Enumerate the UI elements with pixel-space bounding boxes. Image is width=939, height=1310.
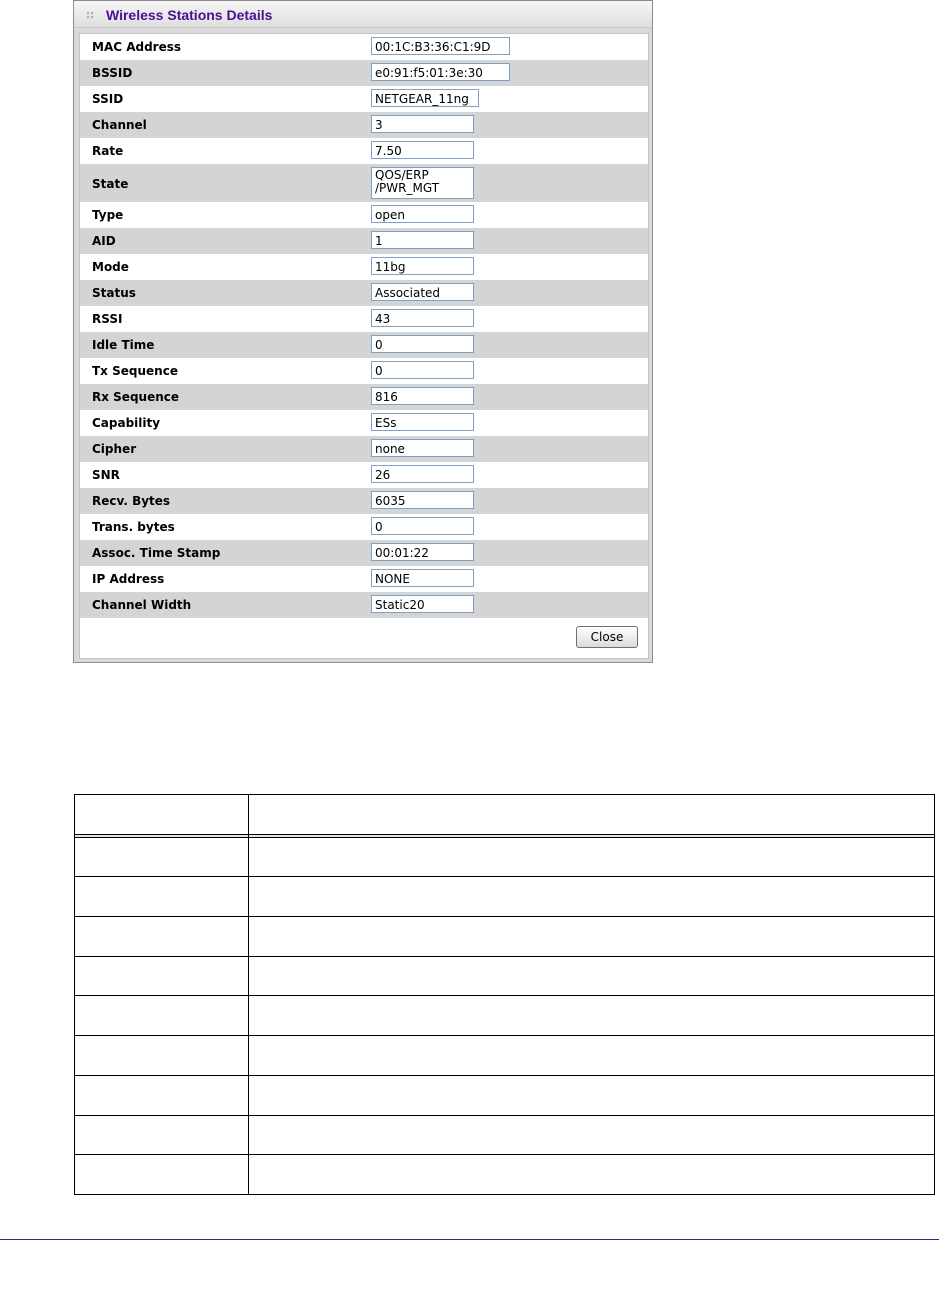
- rx-sequence-field[interactable]: 816: [371, 387, 474, 405]
- field-row-channel-width: [80, 592, 648, 618]
- table-row: [75, 956, 935, 996]
- recv-bytes-field[interactable]: 6035: [371, 491, 474, 509]
- channel-field[interactable]: 3: [371, 115, 474, 133]
- table-row: [75, 877, 935, 917]
- table-row: [75, 1115, 935, 1155]
- field-row-mac-address: [80, 34, 648, 60]
- field-label: Assoc. Time Stamp: [92, 546, 221, 560]
- field-label: AID: [92, 234, 116, 248]
- cipher-field[interactable]: none: [371, 439, 474, 457]
- mode-field[interactable]: 11bg: [371, 257, 474, 275]
- aid-field[interactable]: 1: [371, 231, 474, 249]
- table-header-cell: [249, 795, 935, 835]
- wireless-stations-details-dialog: [73, 0, 653, 663]
- field-row-ssid: [80, 86, 648, 112]
- field-label: Channel: [92, 118, 147, 132]
- field-label: RSSI: [92, 312, 123, 326]
- dialog-body: [79, 33, 649, 659]
- field-row-rx-sequence: [80, 384, 648, 410]
- close-button[interactable]: Close: [576, 626, 638, 648]
- footer-divider: [0, 1239, 939, 1240]
- table-row: [75, 1155, 935, 1195]
- ssid-field[interactable]: NETGEAR_11ng: [371, 89, 479, 107]
- table-row: [75, 1036, 935, 1076]
- idle-time-field[interactable]: 0: [371, 335, 474, 353]
- field-row-status: [80, 280, 648, 306]
- rate-field[interactable]: 7.50: [371, 141, 474, 159]
- bssid-field[interactable]: e0:91:f5:01:3e:30: [371, 63, 510, 81]
- field-label: Mode: [92, 260, 129, 274]
- field-label: Rate: [92, 144, 124, 158]
- field-label: Tx Sequence: [92, 364, 178, 378]
- field-label: Channel Width: [92, 598, 192, 612]
- table-row: [75, 837, 935, 877]
- field-row-tx-sequence: [80, 358, 648, 384]
- field-label: IP Address: [92, 572, 165, 586]
- description-table: [74, 794, 935, 1195]
- field-label: SSID: [92, 92, 124, 106]
- table-row: [75, 996, 935, 1036]
- capability-field[interactable]: ESs: [371, 413, 474, 431]
- field-label: BSSID: [92, 66, 133, 80]
- field-label: Capability: [92, 416, 161, 430]
- rssi-field[interactable]: 43: [371, 309, 474, 327]
- field-label: Trans. bytes: [92, 520, 175, 534]
- field-label: Recv. Bytes: [92, 494, 171, 508]
- field-label: SNR: [92, 468, 120, 482]
- field-row-mode: [80, 254, 648, 280]
- assoc-time-stamp-field[interactable]: 00:01:22: [371, 543, 474, 561]
- table-header-row: [75, 795, 935, 835]
- table-row: [75, 917, 935, 957]
- ip-address-field[interactable]: NONE: [371, 569, 474, 587]
- tx-sequence-field[interactable]: 0: [371, 361, 474, 379]
- field-row-bssid: [80, 60, 648, 86]
- field-label: State: [92, 177, 129, 191]
- field-label: Status: [92, 286, 136, 300]
- snr-field[interactable]: 26: [371, 465, 474, 483]
- field-row-state: [80, 164, 648, 202]
- field-row-idle-time: [80, 332, 648, 358]
- field-label: Cipher: [92, 442, 137, 456]
- grip-dots-icon[interactable]: [86, 11, 94, 19]
- field-label: Idle Time: [92, 338, 155, 352]
- type-field[interactable]: open: [371, 205, 474, 223]
- mac-address-field[interactable]: 00:1C:B3:36:C1:9D: [371, 37, 510, 55]
- field-label: Type: [92, 208, 124, 222]
- trans-bytes-field[interactable]: 0: [371, 517, 474, 535]
- field-row-recv-bytes: [80, 488, 648, 514]
- table-header-cell: [75, 795, 249, 835]
- dialog-title: Wireless Stations Details: [106, 7, 273, 23]
- state-field[interactable]: QOS/ERP /PWR_MGT: [371, 167, 474, 199]
- status-field[interactable]: Associated: [371, 283, 474, 301]
- field-row-trans-bytes: [80, 514, 648, 540]
- field-row-channel: [80, 112, 648, 138]
- field-row-ip-address: [80, 566, 648, 592]
- field-row-capability: [80, 410, 648, 436]
- field-label: Rx Sequence: [92, 390, 180, 404]
- field-row-rssi: [80, 306, 648, 332]
- channel-width-field[interactable]: Static20: [371, 595, 474, 613]
- field-row-aid: [80, 228, 648, 254]
- field-row-assoc-time-stamp: [80, 540, 648, 566]
- dialog-header: [74, 1, 652, 28]
- table-row: [75, 1075, 935, 1115]
- field-row-rate: [80, 138, 648, 164]
- field-label: MAC Address: [92, 40, 182, 54]
- field-row-cipher: [80, 436, 648, 462]
- field-row-snr: [80, 462, 648, 488]
- field-row-type: [80, 202, 648, 228]
